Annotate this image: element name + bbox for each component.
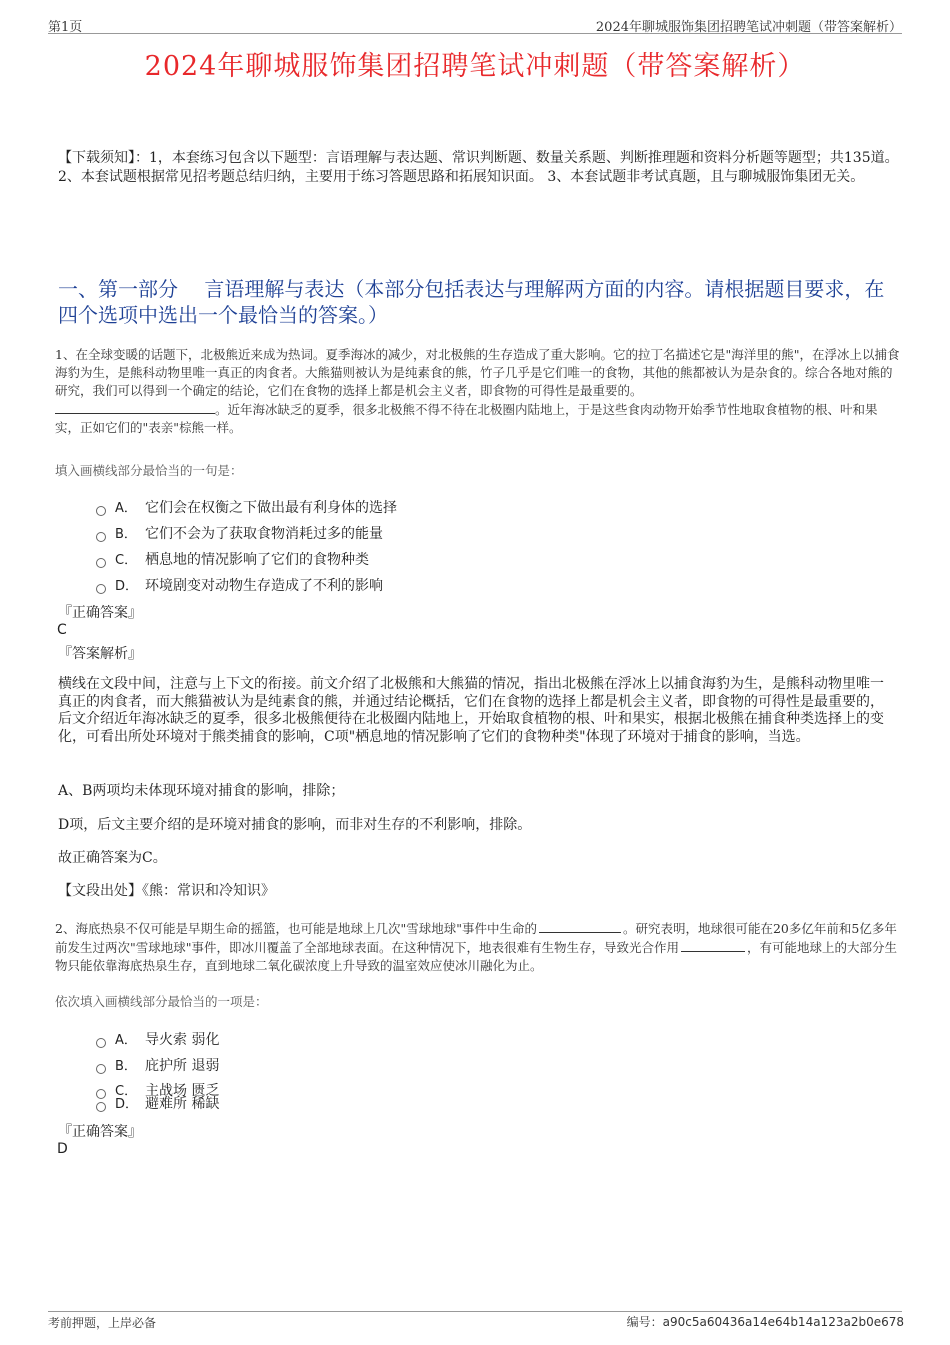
footer-code [627,1313,904,1330]
question-1-text-b: 。近年海冰缺乏的夏季，很多北极熊不得不待在北极圈内陆地上，于是这些食肉动物开始季节性地取食植物的根、叶和果实，正如它们的"表亲"棕熊一样。 [55,402,878,435]
radio-icon[interactable] [96,1064,106,1074]
question-2-option-d[interactable]: D． 避难所 稀缺 [96,1093,219,1113]
footer-divider [48,1311,902,1312]
question-1-analysis-para-3: D项，后文主要介绍的是环境对捕食的影响，而非对生存的不利影响，排除。 [58,817,532,833]
question-2-text-c: ，有可能地球上的大部分生物只能依靠海底热泉生存，直到地球二氧化碳浓度上升导致的温室效应使冰川融化为止。 [55,940,898,973]
footer-code-value: a90c5a60436a14e64b14a123a2b0e678 [662,1315,904,1329]
question-2-text-b: 。研究表明，地球很可能在20多亿年前和5亿多年前发生过两次"雪球地球"事件，即冰川覆盖了全部地球表面。在这种情况下，地表很难有生物生存，导致光合作用 [55,921,897,955]
question-2-answer: D [57,1141,68,1157]
question-2-instruction: 依次填入画横线部分最恰当的一项是： [55,994,268,1009]
radio-icon[interactable] [96,558,106,568]
question-1-answer-label: 『正确答案』 [58,605,142,621]
question-2-blank-2 [681,938,745,952]
question-1-analysis-para-4: 故正确答案为C。 [58,850,167,866]
question-2-stem [55,919,900,975]
radio-icon[interactable] [96,1102,106,1112]
question-1-option-b[interactable]: B． 它们不会为了获取食物消耗过多的能量 [96,523,383,543]
header-divider [48,33,902,34]
question-1-instruction: 填入画横线部分最恰当的一句是： [55,463,243,478]
radio-icon[interactable] [96,584,106,594]
question-1-analysis-label: 『答案解析』 [58,646,142,662]
section-heading: 一、第一部分 言语理解与表达（本部分包括表达与理解两方面的内容。请根据题目要求，在四个选项中选出一个最恰当的答案。） [58,277,885,327]
header-doc-title: 2024年聊城服饰集团招聘笔试冲刺题（带答案解析） [595,20,902,35]
document-title: 2024年聊城服饰集团招聘笔试冲刺题（带答案解析） [144,51,806,82]
question-1-blank [55,400,215,414]
footer-slogan: 考前押题，上岸必备 [48,1316,157,1330]
question-1-analysis-para-1: 横线在文段中间，注意与上下文的衔接。前文介绍了北极熊和大熊猫的情况，指出北极熊在浮冰上以捕食海豹为生，是熊科动物里唯一真正的肉食者，而大熊猫被认为是纯素食的熊，并通过结论概括，它们在食物的选择上都是机会主义者，即食物的可得性是最重要的，后文介绍近年海冰缺乏的夏季，很多北极熊便待在北极圈内陆地上，开始取食植物的根、叶和果实，根据北极熊在捕食种类选择上的变化，可看出所处环境对于熊类捕食的影响，C项"栖息地的情况影响了它们的食物种类"体现了环境对于捕食的影响，当选。 [58,676,884,745]
download-notice: 【下载须知】：1，本套练习包含以下题型：言语理解与表达题、常识判断题、数量关系题、判断推理题和资料分析题等题型；共135道。 2、本套试题根据常见招考题总结归纳，主要用于练习答题思路和拓展知识面。 3、本套试题非考试真题，且与聊城服饰集团无关。 [58,150,899,185]
question-1-analysis-para-2: A、B两项均未体现环境对捕食的影响，排除； [58,783,345,799]
question-2-answer-label: 『正确答案』 [58,1124,142,1140]
radio-icon[interactable] [96,532,106,542]
question-1-answer: C [57,622,67,638]
page-number: 第1页 [48,20,83,35]
question-1-option-a[interactable]: A． 它们会在权衡之下做出最有利身体的选择 [96,497,397,517]
question-2-option-a[interactable]: A． 导火索 弱化 [96,1029,219,1049]
question-1-text-a: 1、在全球变暖的话题下，北极熊近来成为热词。夏季海冰的减少，对北极熊的生存造成了重大影响。它的拉丁名描述它是"海洋里的熊"，在浮冰上以捕食海豹为生，是熊科动物里唯一真正的肉食者。大熊猫则被认为是纯素食的熊，竹子几乎是它们唯一的食物，其他的熊都被认为是杂食的。综合各地对熊的研究，我们可以得到一个确定的结论，它们在食物的选择上都是机会主义者，即食物的可得性是最重要的。 [55,347,900,398]
question-1-option-c[interactable]: C． 栖息地的情况影响了它们的食物种类 [96,549,369,569]
question-2-option-b[interactable]: B． 庇护所 退弱 [96,1055,219,1075]
question-2-text-a: 2、海底热泉不仅可能是早期生命的摇篮，也可能是地球上几次"雪球地球"事件中生命的 [55,921,537,936]
footer-code-label: 编号： [626,1315,663,1329]
question-1-stem [55,346,900,437]
question-1-option-d[interactable]: D． 环境剧变对动物生存造成了不利的影响 [96,575,383,595]
radio-icon[interactable] [96,506,106,516]
radio-icon[interactable] [96,1038,106,1048]
question-1-source: 【文段出处】《熊：常识和冷知识》 [58,883,275,899]
question-2-option-c[interactable]: C． 主战场 匮乏 [96,1080,219,1100]
question-2-blank-1 [539,919,621,933]
